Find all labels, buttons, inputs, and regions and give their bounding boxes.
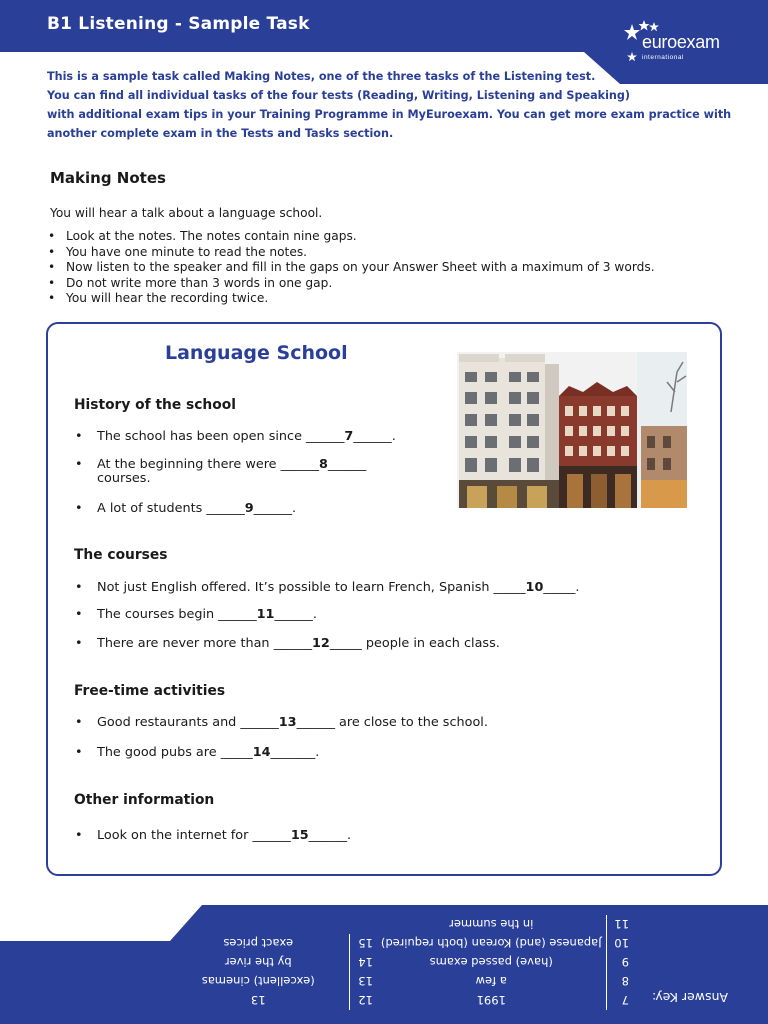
note-item [74,716,634,730]
table-row [167,953,633,972]
note-text: ______. [353,429,396,444]
answer-number: 15 [350,934,377,953]
task-rules [46,229,655,307]
task-title: Making Notes [50,169,166,187]
gap-number: 7 [344,429,354,444]
note-text: ______ [327,457,367,472]
note-text: ______. [308,828,352,843]
note-text: The courses begin ______ [97,607,257,622]
rule-item: • Do not write more than 3 words in one gap. [46,276,655,292]
rule-item: • Look at the notes. The notes contain nine gaps. [46,229,655,245]
answer-key-table [167,915,633,1010]
answer-number [350,915,377,934]
gap-number: 10 [525,580,544,595]
answer-text: (have) passed exams [429,955,553,970]
note-text: The school has been open since ______ [97,429,345,444]
euroexam-logo [620,18,750,70]
notes-heading: The courses [74,547,168,563]
intro-line: You can find all individual tasks of the four tests (Reading, Writing, Listening and Speaking) [47,89,630,102]
answer-number: 8 [606,972,633,991]
notes-heading: History of the school [74,397,236,413]
answer-number: 14 [350,953,377,972]
note-item [74,430,634,444]
answer-text: by the river [224,955,292,970]
note-text: Good restaurants and ______ [97,715,279,730]
rule-item: • You have one minute to read the notes. [46,245,655,261]
gap-number: 9 [244,501,254,516]
answer-text: exact prices [223,936,294,951]
answer-number: 12 [350,991,377,1010]
intro-line: another complete exam in the Tests and Tasks section. [47,127,394,140]
notes-title: Language School [165,342,348,364]
note-text: At the beginning there were ______ [97,457,320,472]
page-title: B1 Listening - Sample Task [47,14,310,34]
intro-line: This is a sample task called Making Notes, one of the three tasks of the Listening test. [47,70,596,83]
table-row [167,934,633,953]
note-text: ______. [253,501,297,516]
answer-text: (excellent) cinemas [201,974,315,989]
answer-text: Japanese (and) Korean (both required) [380,936,602,951]
answer-text: a few [475,974,507,989]
note-item [74,458,634,486]
answer-number: 13 [350,972,377,991]
answer-text: 1991 [476,993,506,1008]
note-text: _______. [270,745,320,760]
note-item [74,746,634,760]
intro-line: with additional exam tips in your Training Programme in MyEuroexam. You can get more exam practice with [47,108,732,121]
note-item [74,608,634,622]
note-text: _____ people in each class. [329,636,500,651]
logo-wordmark: euroexam [642,32,720,52]
note-text: There are never more than ______ [97,636,312,651]
note-text: ______ are close to the school. [296,715,488,730]
gap-number: 13 [278,715,297,730]
gap-number: 12 [312,636,330,651]
gap-number: 14 [252,745,271,760]
table-row [167,915,633,934]
gap-number: 11 [256,607,275,622]
note-text: The good pubs are _____ [97,745,253,760]
table-row [167,972,633,991]
note-text: ______. [274,607,317,622]
logo-subtitle: international [642,54,684,61]
rule-item: • Now listen to the speaker and fill in the gaps on your Answer Sheet with a maximum of 3 words. [46,260,655,276]
answer-text [167,915,350,934]
answer-number: 10 [606,934,633,953]
note-item [74,581,634,595]
note-text: _____. [543,580,580,595]
task-instruction: You will hear a talk about a language school. [50,206,323,220]
answer-number: 9 [606,953,633,972]
gap-number: 8 [319,457,328,472]
answer-number: 7 [606,991,633,1010]
gap-number: 15 [290,828,309,843]
table-row [167,991,633,1010]
note-text: Not just English offered. It’s possible to learn French, Spanish _____ [97,580,526,595]
note-item [74,502,634,516]
answer-text: in the summer [449,917,534,932]
rule-item: • You will hear the recording twice. [46,291,655,307]
note-item [74,637,634,651]
answer-text: 13 [250,993,266,1008]
notes-heading: Other information [74,792,215,808]
note-text: Look on the internet for ______ [97,828,291,843]
intro-text [47,67,737,143]
note-text: courses. [97,471,151,486]
note-item [74,829,634,843]
notes-heading: Free-time activities [74,683,226,699]
answer-key-label: Answer Key: [652,990,728,1005]
note-text: A lot of students ______ [97,501,245,516]
answer-number: 11 [606,915,633,934]
